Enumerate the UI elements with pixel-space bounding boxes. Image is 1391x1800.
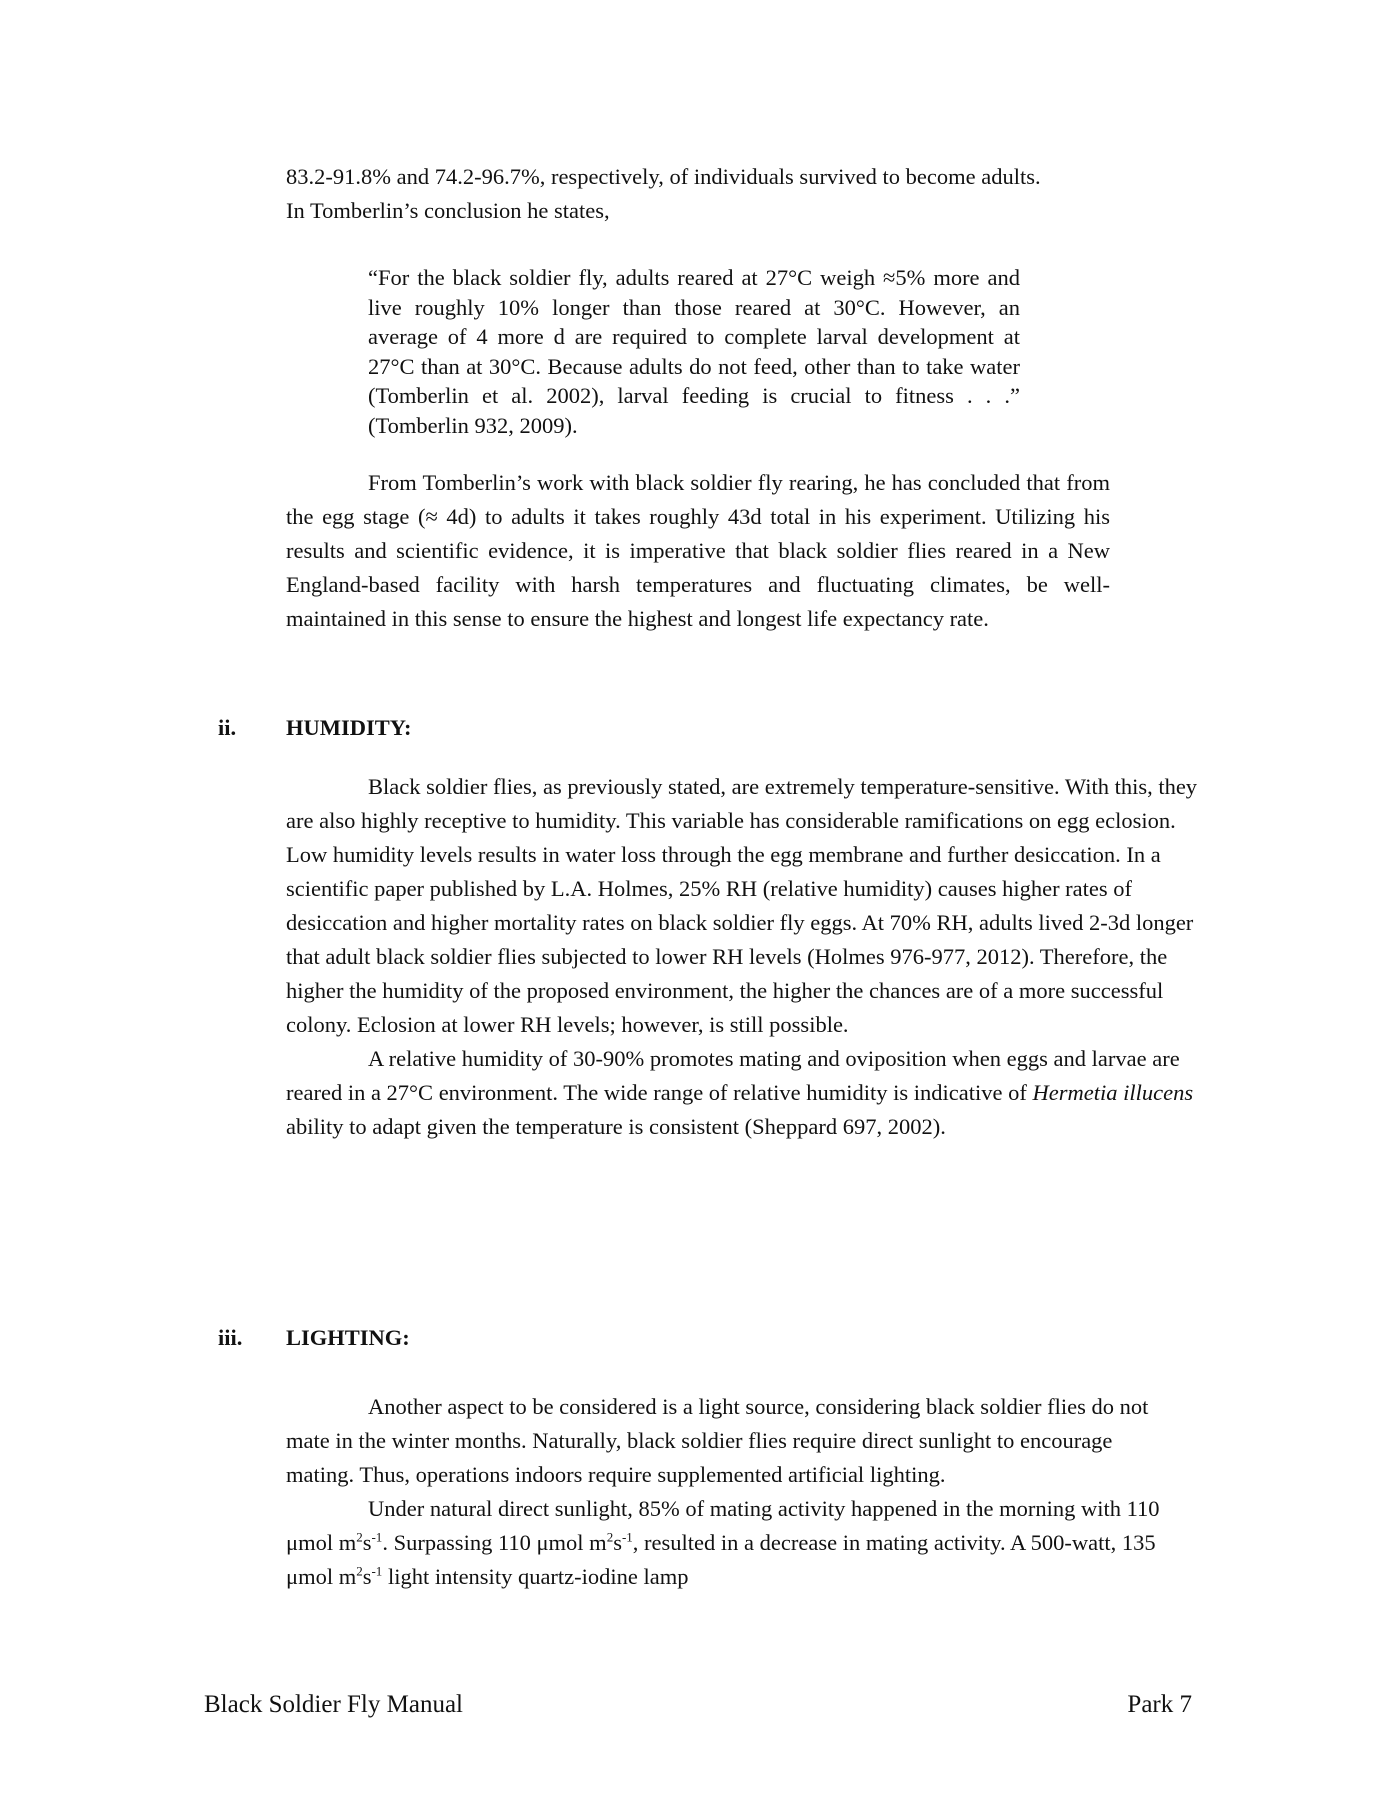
tomberlin-paragraph: From Tomberlin’s work with black soldier fly rearing, he has concluded that from the egg stage (≈ 4d) to adults it takes roughly 43d total in his experiment. Utilizing his results and scientific evidence, it is imperative that black soldier flies reared in a New England-based facility with harsh temperatures and fluctuating climates, be well-maintained in this sense to ensure the highest and longest life expectancy rate. — [286, 470, 1110, 631]
humidity-paragraph-2 — [286, 1042, 1206, 1144]
sup-2: 2 — [606, 1529, 614, 1545]
humidity-p2-after: ability to adapt given the temperature is consistent (Sheppard 697, 2002). — [286, 1114, 946, 1139]
lighting-p2-a: Under natural direct sunlight, 85% of mating activity happened in the morning with 110 μmol m — [286, 1496, 1160, 1555]
footer-title: Black Soldier Fly Manual — [204, 1691, 463, 1718]
lighting-text — [286, 1390, 1186, 1594]
lighting-paragraph-2 — [286, 1492, 1186, 1594]
humidity-text — [286, 770, 1206, 1144]
block-quote: “For the black soldier fly, adults reared at 27°C weigh ≈5% more and live roughly 10% longer than those reared at 30°C. However, an average of 4 more d are required to complete larval development at 27°C than at 30°C. Because adults do not feed, other than to take water (Tomberlin et al. 2002), larval feeding is crucial to fitness . . .” (Tomberlin 932, 2009). — [368, 265, 1020, 438]
species-name: Hermetia illucens — [1032, 1080, 1194, 1105]
tomberlin-paragraph-wrap — [286, 466, 1110, 636]
section-heading-lighting: LIGHTING: — [286, 1325, 410, 1350]
sup-neg1: -1 — [371, 1563, 383, 1579]
sup-neg1: -1 — [371, 1529, 383, 1545]
intro-line-2: In Tomberlin’s conclusion he states, — [286, 198, 610, 223]
section-number-humidity: ii. — [218, 715, 237, 740]
lighting-p2-f: s — [362, 1564, 372, 1589]
sup-neg1: -1 — [621, 1529, 633, 1545]
intro-text — [286, 160, 1186, 228]
lighting-p2-d: s — [613, 1530, 622, 1555]
section-number-lighting: iii. — [218, 1325, 243, 1350]
lighting-paragraph-1: Another aspect to be considered is a light source, considering black soldier flies do not mate in the winter months. Naturally, black soldier flies require direct sunlight to encourage mating. Thus, operations indoors require supplemented artificial lighting. — [286, 1394, 1149, 1487]
footer-page-number: Park 7 — [1127, 1691, 1192, 1718]
intro-line-1: 83.2-91.8% and 74.2-96.7%, respectively, of individuals survived to become adults. — [286, 164, 1041, 189]
lighting-p2-g: light intensity quartz-iodine lamp — [382, 1564, 689, 1589]
humidity-paragraph-1: Black soldier flies, as previously stated, are extremely temperature-sensitive. With this, they are also highly receptive to humidity. This variable has considerable ramifications on egg eclosion. Low humidity levels results in water loss through the egg membrane and further desiccation. In a scientific paper published by L.A. Holmes, 25% RH (relative humidity) causes higher rates of desiccation and higher mortality rates on black soldier fly eggs. At 70% RH, adults lived 2-3d longer that adult black soldier flies subjected to lower RH levels (Holmes 976-977, 2012). Therefore, the higher the humidity of the proposed environment, the higher the chances are of a more successful colony. Eclosion at lower RH levels; however, is still possible. — [286, 774, 1198, 1037]
sup-2: 2 — [356, 1529, 363, 1545]
lighting-p2-c: . Surpassing 110 μmol m — [382, 1530, 607, 1555]
sup-2: 2 — [356, 1563, 363, 1579]
humidity-p2-before: A relative humidity of 30-90% promotes mating and oviposition when eggs and larvae are reared in a 27°C environment. The wide range of relative humidity is indicative of — [286, 1046, 1180, 1105]
lighting-p2-b: s — [362, 1530, 372, 1555]
lighting-p2-e: , resulted in a decrease in mating activity. A 500-watt, 135 μmol m — [286, 1530, 1156, 1589]
section-heading-humidity: HUMIDITY: — [286, 715, 412, 740]
